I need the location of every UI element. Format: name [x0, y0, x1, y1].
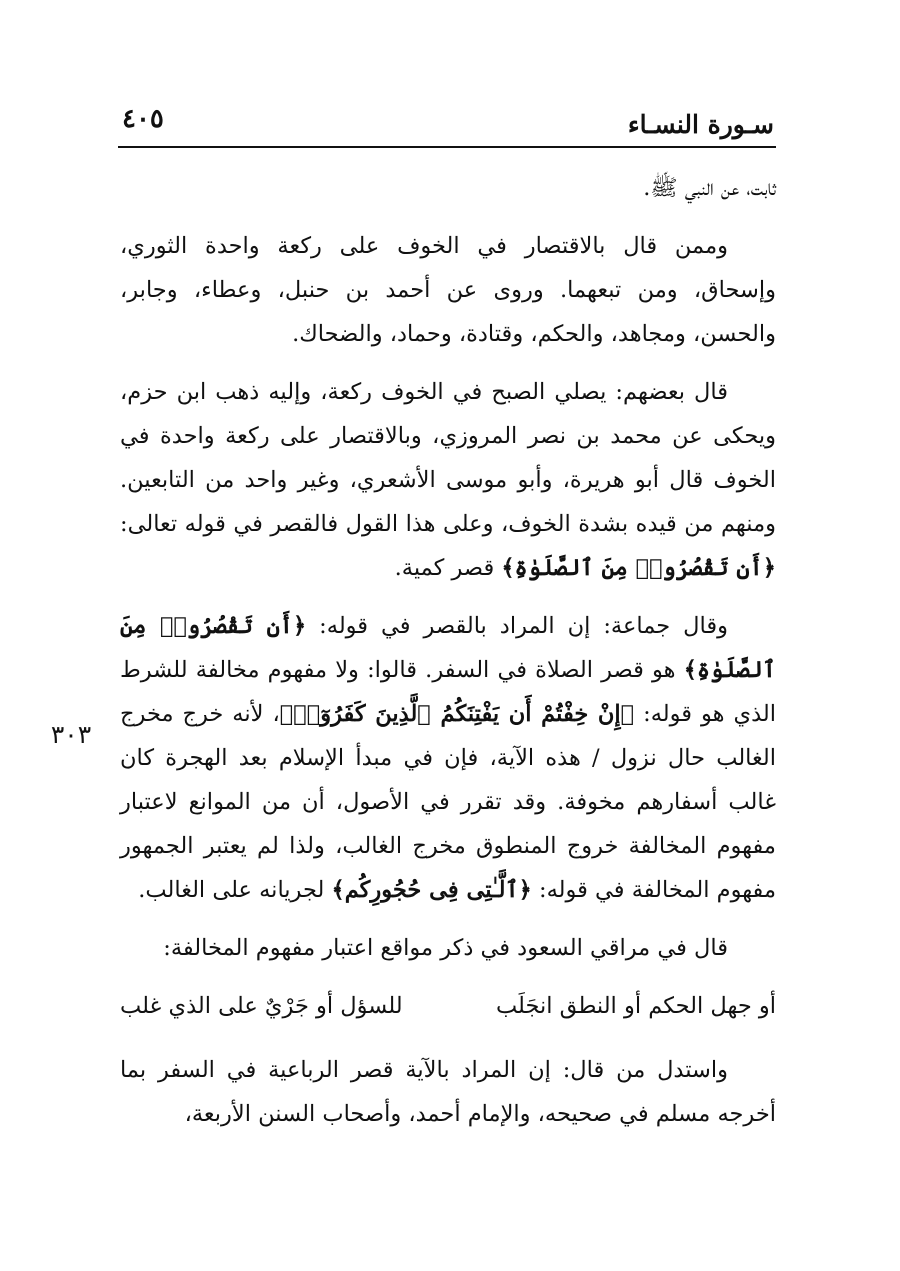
quran-quote: ﴿إِنْ خِفْتُمْ أَن يَفْتِنَكُمُ ٱلَّذِينَ كَفَرُوٓا۟﴾: [279, 701, 635, 727]
paragraph-4: [120, 604, 776, 912]
verse-first-hemistich: أو جهل الحكم أو النطق انجَلَب: [495, 993, 776, 1019]
original-page-number: ٣٠٣: [50, 720, 92, 749]
paragraph-2: وممن قال بالاقتصار في الخوف على ركعة واحدة الثوري، وإسحاق، ومن تبعهما. وروى عن أحمد بن حنبل، وعطاء، وجابر، والحسن، ومجاهد، والحكم، وقتادة، وحماد، والضحاك.: [120, 233, 776, 347]
paragraph-5: قال في مراقي السعود في ذكر مواقع اعتبار مفهوم المخالفة:: [163, 935, 728, 961]
paragraph-3: [120, 370, 776, 590]
page-body: [120, 166, 776, 1150]
paragraph-1: ثابت، عن النبي ﷺ.: [643, 175, 776, 201]
paragraph-4-text-c: ، لأنه خرج مخرج الغالب حال نزول / هذه الآية، فإن في مبدأ الإسلام بعد الهجرة كان غالب أسفارهم مخوفة. وقد تقرر في الأصول، أن من الموانع لاعتبار مفهوم المخالفة خروج المنطوق مخرج الغالب، ولذا لم يعتبر الجمهور مفهوم المخالفة في قوله:: [120, 701, 776, 903]
quran-quote: ﴿أَن تَقْصُرُوا۟ مِنَ ٱلصَّلَوٰةِ﴾: [501, 555, 776, 581]
quran-quote: ﴿ٱلَّـٰتِى فِى حُجُورِكُم﴾: [331, 877, 532, 903]
paragraph-3-text-b: قصر كمية.: [394, 555, 502, 581]
poetry-verse: [120, 984, 776, 1028]
quran-quote: ﴿أَن تَقْصُرُوا۟ مِنَ ٱلصَّلَوٰةِ﴾: [120, 613, 776, 683]
paragraph-6: واستدل من قال: إن المراد بالآية قصر الرباعية في السفر بما أخرجه مسلم في صحيحه، والإمام أحمد، وأصحاب السنن الأربعة،: [120, 1057, 776, 1127]
page-number: ٤٠٥: [122, 104, 164, 134]
paragraph-4-text-a: وقال جماعة: إن المراد بالقصر في قوله:: [306, 613, 728, 639]
verse-second-hemistich: للسؤل أو جَرْيٌ على الذي غلب: [120, 993, 403, 1019]
paragraph-4-text-d: لجريانه على الغالب.: [138, 877, 332, 903]
paragraph-4-text-b: هو قصر الصلاة في السفر. قالوا: ولا مفهوم مخالفة للشرط الذي هو قوله:: [120, 657, 776, 727]
paragraph-3-text-a: قال بعضهم: يصلي الصبح في الخوف ركعة، وإليه ذهب ابن حزم، ويحكى عن محمد بن نصر المروزي، وبالاقتصار على ركعة واحدة في الخوف قال أبو هريرة، وأبو موسى الأشعري، وغير واحد من التابعين. ومنهم من قيده بشدة الخوف، وعلى هذا القول فالقصر في قوله تعالى:: [120, 379, 776, 537]
running-header: [118, 100, 776, 146]
header-rule: [118, 146, 776, 148]
surah-title: سـورة النسـاء: [627, 110, 774, 139]
